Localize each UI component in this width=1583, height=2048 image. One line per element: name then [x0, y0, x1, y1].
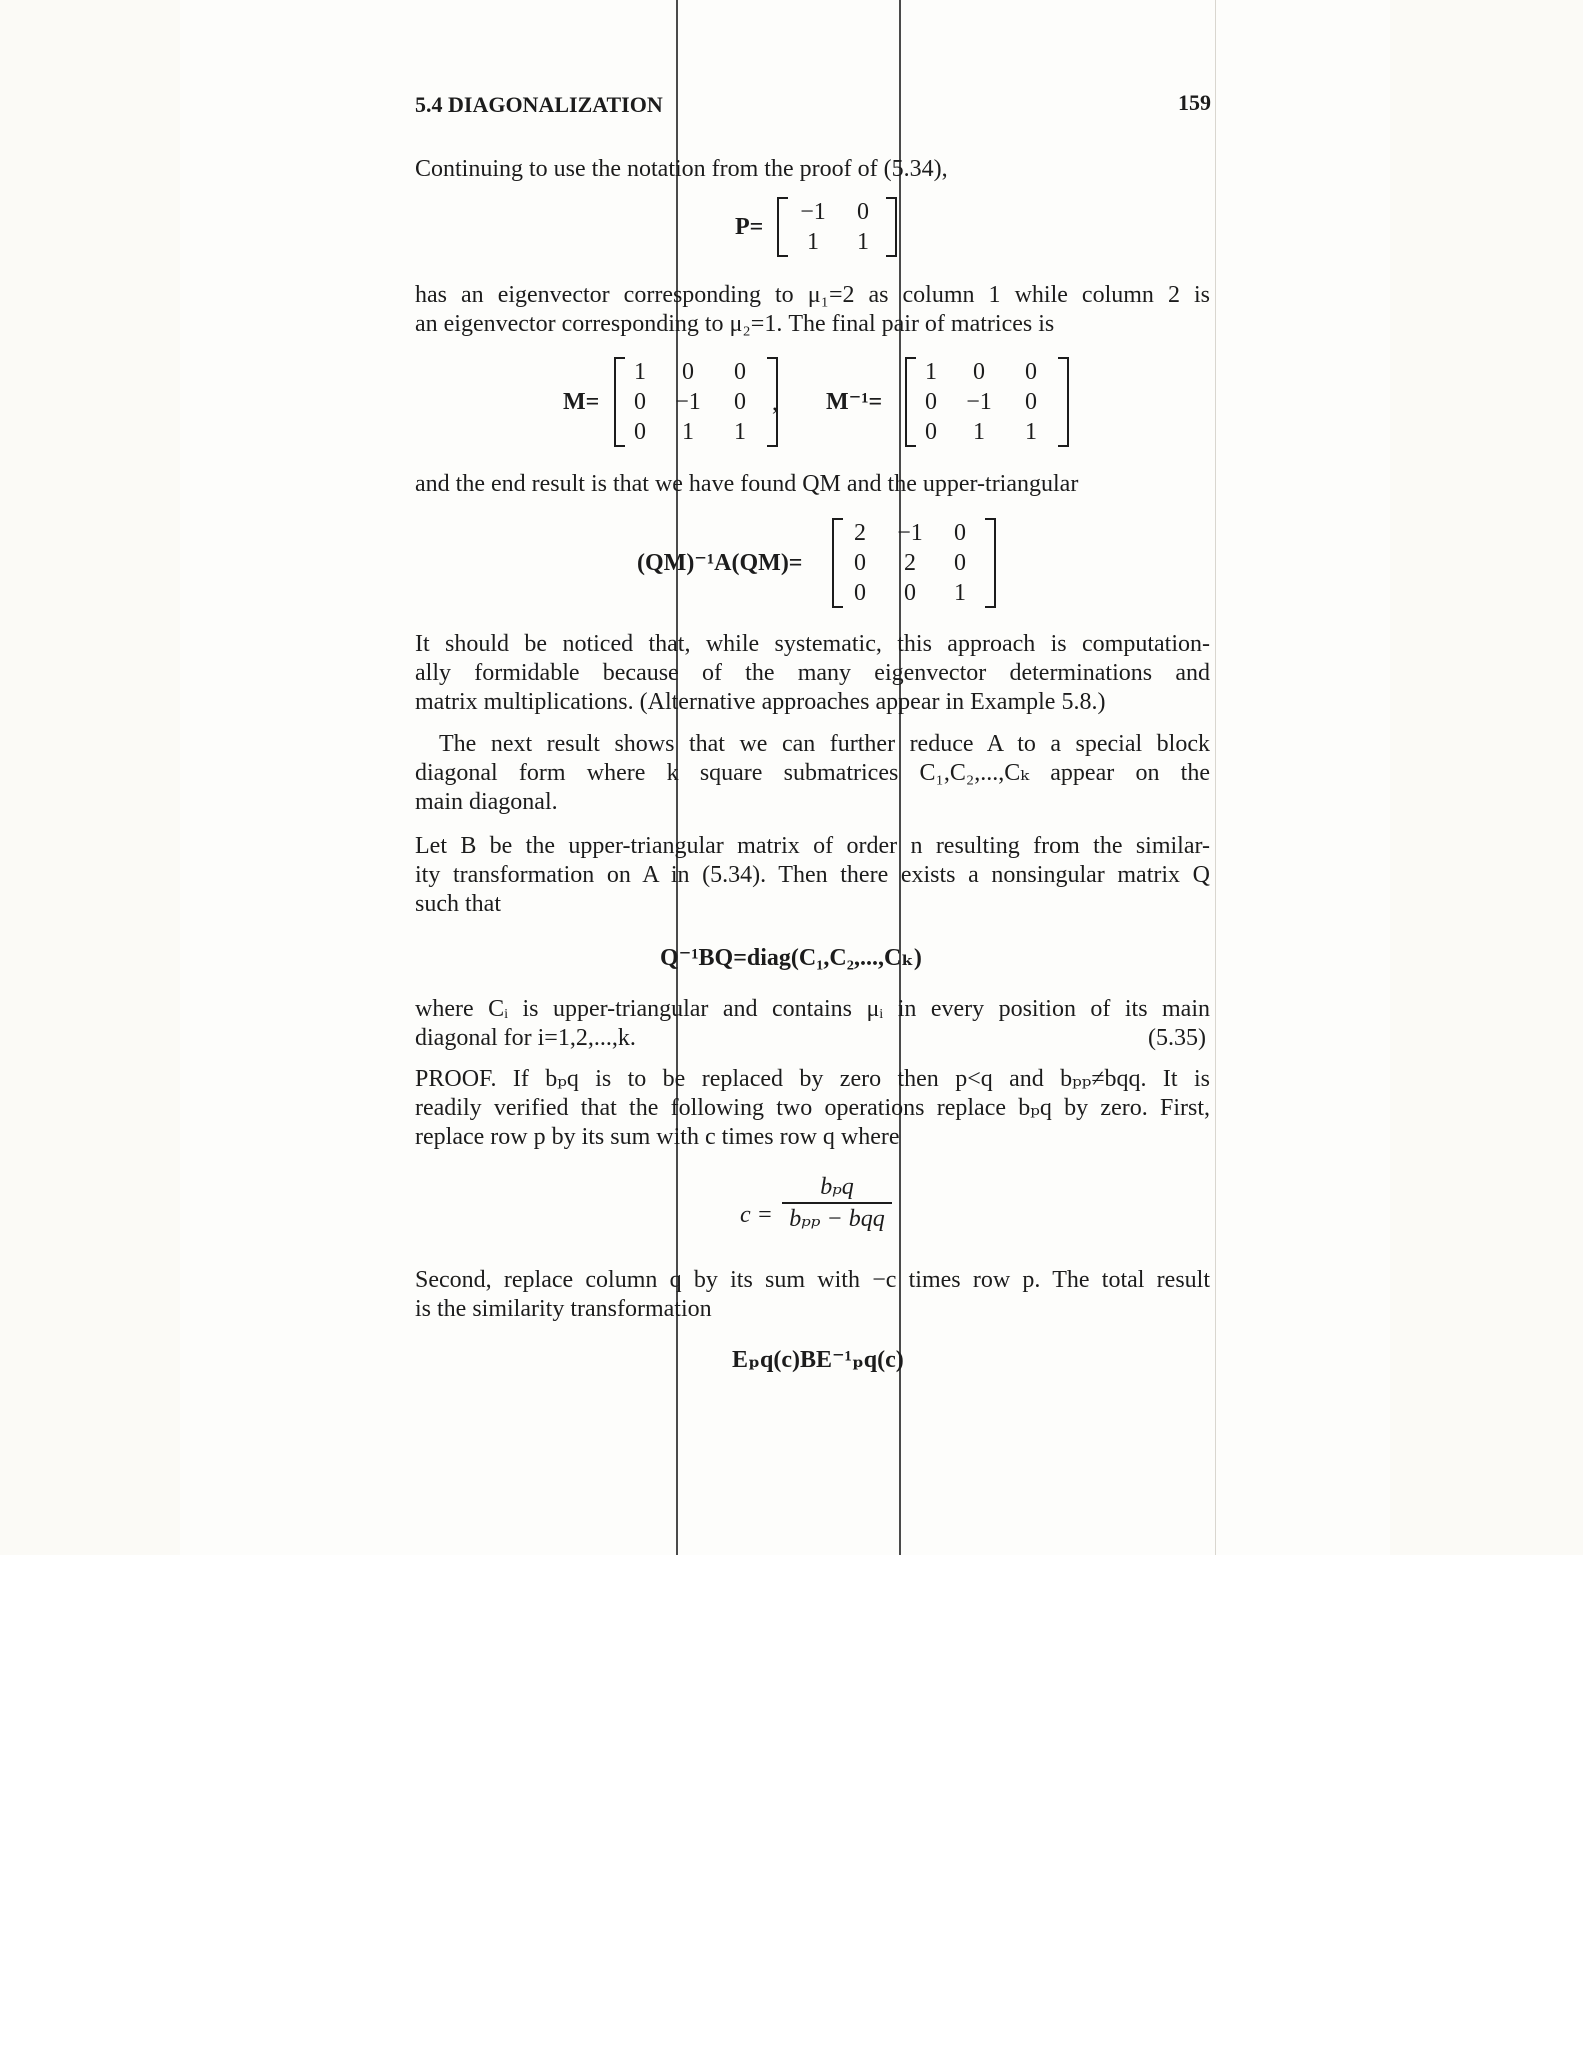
equation-number: (5.35) [1148, 1025, 1206, 1051]
paragraph-line: readily verified that the following two operations replace bₚq by zero. First, [415, 1095, 1210, 1121]
comma: , [772, 390, 778, 416]
matrix-p [777, 197, 897, 257]
paragraph-line: matrix multiplications. (Alternative approaches appear in Example 5.8.) [415, 689, 1106, 715]
page-number: 159 [1178, 90, 1211, 115]
theorem-equation: Q⁻¹BQ=diag(C₁,C₂,...,Cₖ) [660, 945, 922, 971]
matrix-cell: −1 [966, 389, 992, 415]
paragraph-line: It should be noticed that, while systematic, this approach is computation- [415, 631, 1210, 657]
matrix-cell: 0 [1025, 389, 1037, 415]
paragraph-line: diagonal form where k square submatrices C₁,C₂,...,Cₖ appear on the [415, 760, 1210, 786]
matrix-cell: −1 [897, 520, 923, 546]
matrix-cell: 1 [954, 580, 966, 606]
matrix-cell: 0 [1025, 359, 1037, 385]
matrix-m-inverse [905, 357, 1069, 447]
matrix-cell: 0 [734, 389, 746, 415]
matrix-p-label: P= [735, 214, 764, 240]
matrix-m [614, 357, 778, 447]
matrix-cell: 2 [904, 550, 916, 576]
fraction-denominator: bₚₚ − bqq [789, 1206, 885, 1232]
matrix-cell: 1 [807, 229, 819, 255]
paragraph-2 [415, 281, 1210, 339]
paragraph-line: replace row p by its sum with c times row q where [415, 1124, 900, 1150]
matrix-cell: 0 [634, 389, 646, 415]
blank-lower-area [0, 1555, 1583, 2048]
paragraph-line: ity transformation on A in (5.34). Then there exists a nonsingular matrix Q [415, 862, 1210, 888]
theorem-statement [415, 832, 1210, 919]
paragraph-line: The next result shows that we can further reduce A to a special block [439, 731, 1210, 757]
matrix-cell: 1 [857, 229, 869, 255]
paragraph-1: Continuing to use the notation from the proof of (5.34), [415, 156, 948, 182]
matrix-cell: 1 [925, 359, 937, 385]
matrix-cell: 0 [634, 419, 646, 445]
matrix-cell: 0 [854, 550, 866, 576]
matrix-cell: 2 [854, 520, 866, 546]
matrix-cell: 1 [682, 419, 694, 445]
matrix-cell: 1 [973, 419, 985, 445]
matrix-cell: 0 [854, 580, 866, 606]
paragraph-line: is the similarity transformation [415, 1296, 712, 1322]
matrix-cell: −1 [800, 199, 826, 225]
paragraph-line: Second, replace column q by its sum with −c times row p. The total result [415, 1267, 1210, 1293]
proof-paragraph-2 [415, 1266, 1210, 1324]
paragraph-line: diagonal for i=1,2,...,k. [415, 1025, 636, 1051]
paragraph-3: and the end result is that we have found QM and the upper-triangular [415, 471, 1079, 497]
paragraph-line: Let B be the upper-triangular matrix of order n resulting from the similar- [415, 833, 1210, 859]
paragraph-line: main diagonal. [415, 789, 558, 815]
matrix-qm [832, 518, 996, 608]
matrix-cell: 0 [734, 359, 746, 385]
matrix-qm-label: (QM)⁻¹A(QM)= [637, 550, 803, 576]
matrix-cell: 1 [634, 359, 646, 385]
matrix-cell: 0 [857, 199, 869, 225]
matrix-m-label: M= [563, 389, 600, 415]
paragraph-line: where Cᵢ is upper-triangular and contains μᵢ in every position of its main [415, 996, 1210, 1022]
c-label [740, 1200, 773, 1230]
running-head: 5.4 DIAGONALIZATION [415, 92, 663, 117]
paragraph-line: an eigenvector corresponding to μ₂=1. The final pair of matrices is [415, 311, 1055, 337]
matrix-cell: 0 [973, 359, 985, 385]
c-symbol: c = [740, 1202, 773, 1228]
page-edge-right [1215, 0, 1216, 1555]
paragraph-line: PROOF. If bₚq is to be replaced by zero then p<q and bₚₚ≠bqq. It is [415, 1066, 1210, 1092]
theorem-conclusion [415, 995, 1210, 1053]
paragraph-5 [415, 730, 1210, 817]
paragraph-line: has an eigenvector corresponding to μ₁=2 as column 1 while column 2 is [415, 282, 1210, 308]
matrix-cell: 1 [734, 419, 746, 445]
matrix-cell: 0 [954, 550, 966, 576]
paragraph-4 [415, 630, 1210, 717]
proof-paragraph [415, 1065, 1210, 1152]
c-fraction [782, 1172, 892, 1234]
matrix-cell: 1 [1025, 419, 1037, 445]
matrix-cell: 0 [682, 359, 694, 385]
matrix-cell: 0 [925, 419, 937, 445]
fraction-numerator: bₚq [782, 1172, 892, 1204]
matrix-minv-label: M⁻¹= [826, 389, 883, 415]
matrix-cell: 0 [904, 580, 916, 606]
paragraph-line: such that [415, 891, 501, 917]
paragraph-line: ally formidable because of the many eigenvector determinations and [415, 660, 1210, 686]
matrix-cell: 0 [954, 520, 966, 546]
matrix-cell: −1 [675, 389, 701, 415]
final-equation: Eₚq(c)BE⁻¹ₚq(c) [732, 1347, 904, 1373]
matrix-cell: 0 [925, 389, 937, 415]
